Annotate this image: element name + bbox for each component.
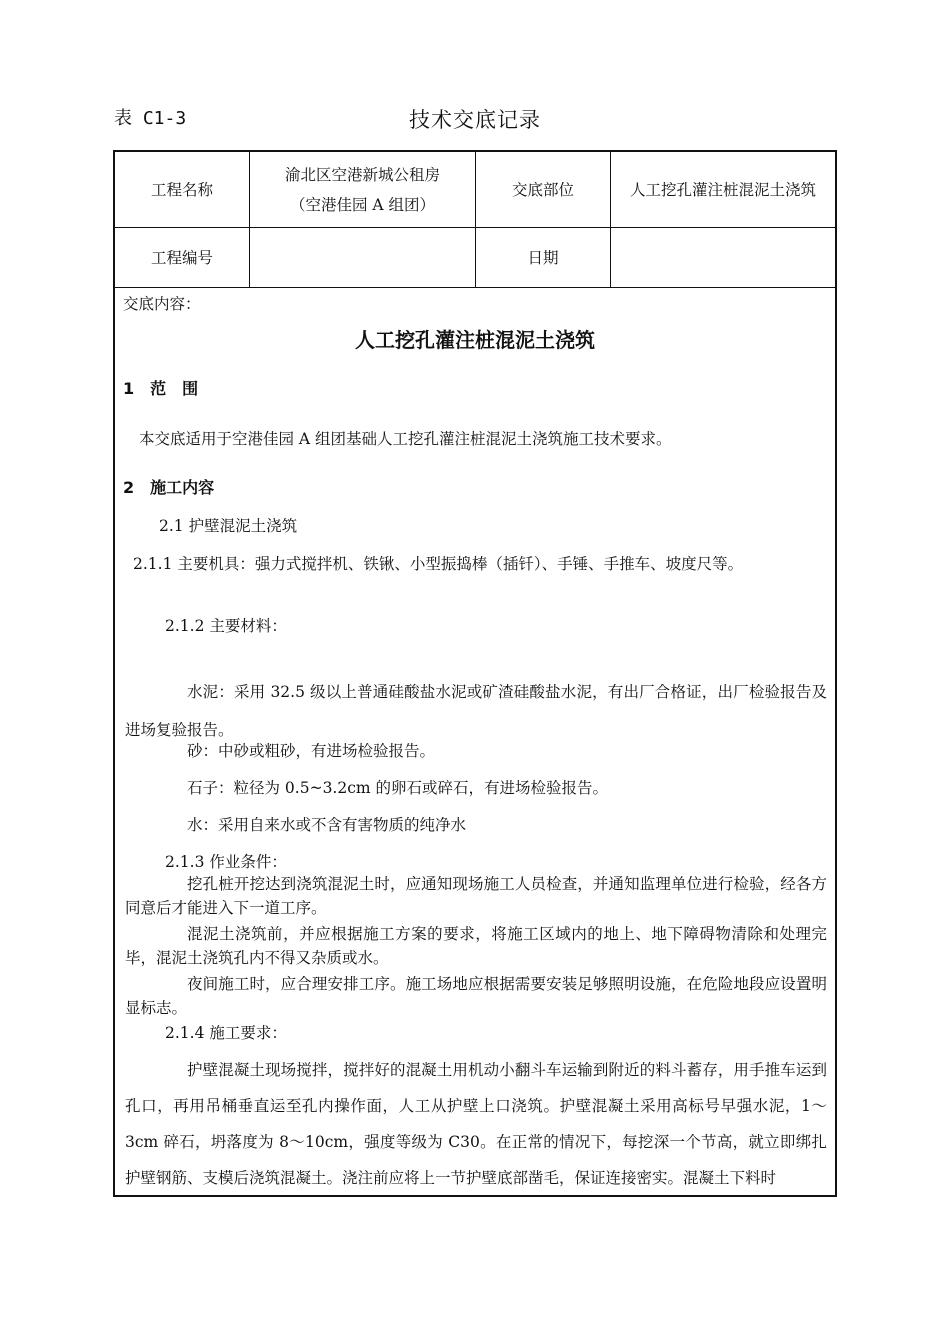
condition-3: 夜间施工时，应合理安排工序。施工场地应根据需要安装足够照明设施，在危险地段应设置明显标志。 [125,975,827,1017]
section-2-1-4-heading: 2.1.4 施工要求： [165,1024,287,1042]
material-stone: 石子：粒径为 0.5~3.2cm 的卵石或碎石，有进场检验报告。 [187,779,609,797]
section-2-1-3-heading: 2.1.3 作业条件： [165,853,287,871]
section-2-heading: 2 施工内容 [123,478,215,497]
section-2-1-heading: 2.1 护壁混泥土浇筑 [159,517,298,535]
project-no-label: 工程编号 [150,248,213,267]
date-value [611,228,835,287]
requirement-1: 护壁混凝土现场搅拌，搅拌好的混凝土用机动小翻斗车运输到附近的料斗蓄存，用手推车运到孔口，再用吊桶垂直运至孔内操作面，人工从护壁上口浇筑。护壁混凝土采用高标号早强水泥，1～3cm 碎石，坍落度为 8～10cm，强度等级为 C30。在正常的情况下，每挖深一个节高，就立即绑扎护壁钢筋、支模后浇筑混凝土。浇注前应将上一节护壁底部凿毛，保证连接密实。混凝土下料时 [125,1061,827,1187]
location-label: 交底部位 [511,180,574,199]
project-name-value [250,152,475,227]
content-title: 人工挖孔灌注桩混泥土浇筑 [355,328,595,352]
content-area [115,288,835,1195]
project-name-line1: 渝北区空港新城公租房 [284,165,440,184]
material-sand: 砂：中砂或粗砂，有进场检验报告。 [187,742,436,760]
form-code: 表 C1-3 [114,108,187,129]
material-cement: 水泥：采用 32.5 级以上普通硅酸盐水泥或矿渣硅酸盐水泥，有出厂合格证，出厂检验报告及进场复验报告。 [125,683,827,739]
project-name-label: 工程名称 [150,180,213,199]
section-1-heading: 1 范 围 [123,379,199,398]
record-table [113,150,837,1197]
page-title: 技术交底记录 [409,108,541,132]
section-1-text: 本交底适用于空港佳园 A 组团基础人工挖孔灌注桩混泥土浇筑施工技术要求。 [139,430,672,448]
project-no-value [250,228,475,287]
material-water: 水：采用自来水或不含有害物质的纯净水 [187,816,467,834]
condition-1: 挖孔桩开挖达到浇筑混泥土时，应通知现场施工人员检查，并通知监理单位进行检验，经各方同意后才能进入下一道工序。 [125,875,827,917]
content-label: 交底内容： [123,295,201,313]
date-label: 日期 [527,248,559,267]
condition-2: 混泥土浇筑前，并应根据施工方案的要求，将施工区域内的地上、地下障碍物清除和处理完毕，混泥土浇筑孔内不得又杂质或水。 [125,925,827,967]
location-value: 人工挖孔灌注桩混泥土浇筑 [629,180,816,199]
project-name-line2: （空港佳园 A 组团） [289,195,436,214]
section-2-1-2-heading: 2.1.2 主要材料： [165,617,287,635]
section-2-1-1-text: 2.1.1 主要机具：强力式搅拌机、铁锹、小型振捣棒（插钎）、手锤、手推车、坡度尺等。 [133,555,744,573]
